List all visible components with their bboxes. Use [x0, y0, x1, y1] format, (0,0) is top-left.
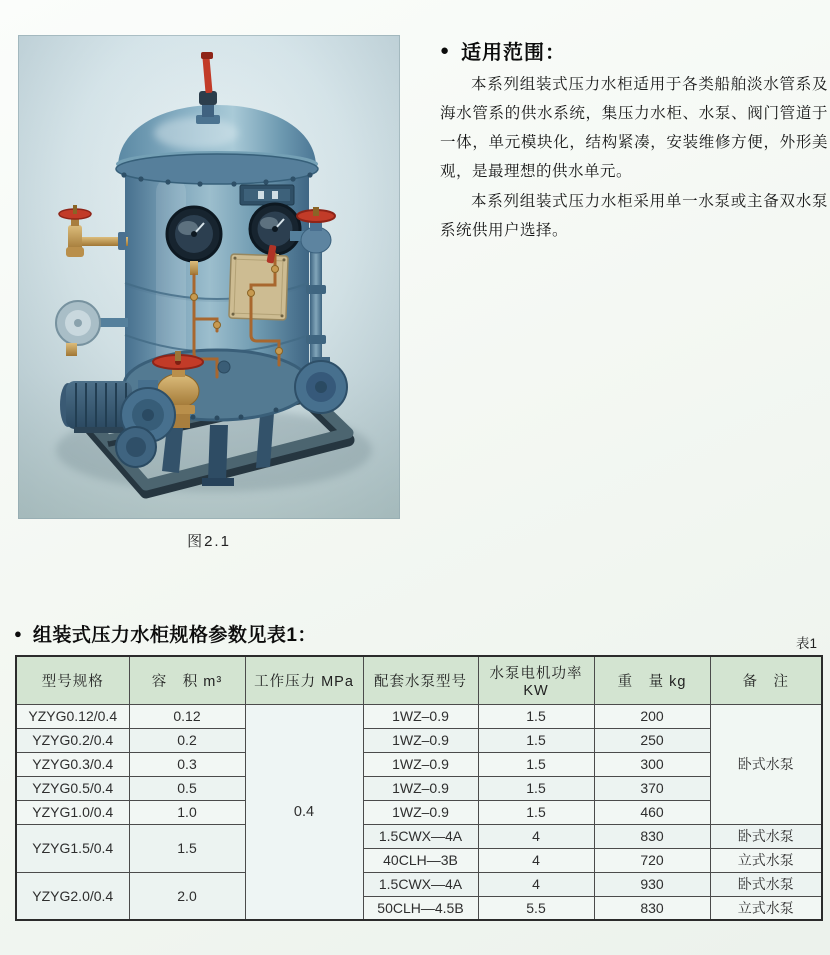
spec-section-title: 组装式压力水柜规格参数见表1：	[32, 625, 317, 646]
cell-weight: 830	[594, 824, 710, 848]
figure-caption: 图2.1	[187, 533, 231, 550]
intro-section	[440, 36, 828, 245]
cell-weight: 200	[594, 704, 710, 728]
table-label: 表1	[795, 636, 817, 651]
spec-table	[15, 655, 823, 921]
cell-pump: 40CLH—3B	[363, 848, 478, 872]
cell-model: YZYG0.12/0.4	[16, 704, 129, 728]
cell-model: YZYG1.5/0.4	[16, 824, 129, 872]
cell-volume: 2.0	[129, 872, 245, 920]
table-row	[16, 872, 822, 896]
cell-note: 卧式水泵	[710, 824, 822, 848]
spec-section-header	[14, 620, 317, 647]
table-row	[16, 728, 822, 752]
col-header-volume: 容 积 m³	[129, 656, 245, 704]
cell-volume: 0.12	[129, 704, 245, 728]
cell-model: YZYG1.0/0.4	[16, 800, 129, 824]
nameplate	[240, 185, 294, 205]
cell-pump: 1WZ–0.9	[363, 800, 478, 824]
cell-model: YZYG0.3/0.4	[16, 752, 129, 776]
cell-volume: 0.5	[129, 776, 245, 800]
cell-weight: 720	[594, 848, 710, 872]
cell-power: 4	[478, 872, 594, 896]
cell-pump: 1.5CWX—4A	[363, 872, 478, 896]
cell-power: 1.5	[478, 776, 594, 800]
cell-power: 1.5	[478, 704, 594, 728]
col-header-pressure: 工作压力 MPa	[245, 656, 363, 704]
cell-pump: 1WZ–0.9	[363, 704, 478, 728]
cell-note: 卧式水泵	[710, 704, 822, 824]
col-header-weight: 重 量 kg	[594, 656, 710, 704]
table-row	[16, 824, 822, 848]
cell-pump: 1WZ–0.9	[363, 728, 478, 752]
cell-volume: 1.0	[129, 800, 245, 824]
cell-power: 4	[478, 824, 594, 848]
front-port	[218, 361, 230, 373]
bullet-icon: ●	[14, 626, 22, 641]
cell-pump: 1WZ–0.9	[363, 776, 478, 800]
cell-working-pressure: 0.4	[245, 704, 363, 920]
cell-pump: 1.5CWX—4A	[363, 824, 478, 848]
cell-power: 4	[478, 848, 594, 872]
cell-volume: 1.5	[129, 824, 245, 872]
cell-weight: 930	[594, 872, 710, 896]
cell-weight: 250	[594, 728, 710, 752]
cell-power: 1.5	[478, 728, 594, 752]
col-header-model: 型号规格	[16, 656, 129, 704]
cell-pump: 50CLH—4.5B	[363, 896, 478, 920]
cell-weight: 830	[594, 896, 710, 920]
cell-model: YZYG0.5/0.4	[16, 776, 129, 800]
cell-note: 立式水泵	[710, 848, 822, 872]
cell-weight: 300	[594, 752, 710, 776]
col-header-note: 备 注	[710, 656, 822, 704]
cell-volume: 0.3	[129, 752, 245, 776]
cell-weight: 460	[594, 800, 710, 824]
cell-volume: 0.2	[129, 728, 245, 752]
product-photo	[18, 35, 400, 519]
cell-power: 1.5	[478, 800, 594, 824]
cell-power: 1.5	[478, 752, 594, 776]
col-header-pump: 配套水泵型号	[363, 656, 478, 704]
col-header-power: 水泵电机功率 KW	[478, 656, 594, 704]
cell-power: 5.5	[478, 896, 594, 920]
cell-model: YZYG2.0/0.4	[16, 872, 129, 920]
intro-title: 适用范围：	[461, 42, 567, 64]
intro-paragraph: 本系列组装式压力水柜适用于各类船舶淡水管系及海水管系的供水系统，集压力水柜、水泵、阀门管道于一体，单元模块化，结构紧凑，安装维修方便，外形美观，是最理想的供水单元。	[440, 76, 828, 181]
header-row	[16, 656, 822, 704]
cell-weight: 370	[594, 776, 710, 800]
control-box	[229, 254, 288, 320]
bullet-icon: ●	[440, 42, 450, 59]
table-row	[16, 776, 822, 800]
cell-note: 卧式水泵	[710, 872, 822, 896]
cell-model: YZYG0.2/0.4	[16, 728, 129, 752]
table-row	[16, 800, 822, 824]
table-row	[16, 752, 822, 776]
intro-paragraph: 本系列组装式压力水柜采用单一水泵或主备双水泵系统供用户选择。	[440, 192, 828, 239]
table-row	[16, 704, 822, 728]
cell-note: 立式水泵	[710, 896, 822, 920]
cell-pump: 1WZ–0.9	[363, 752, 478, 776]
